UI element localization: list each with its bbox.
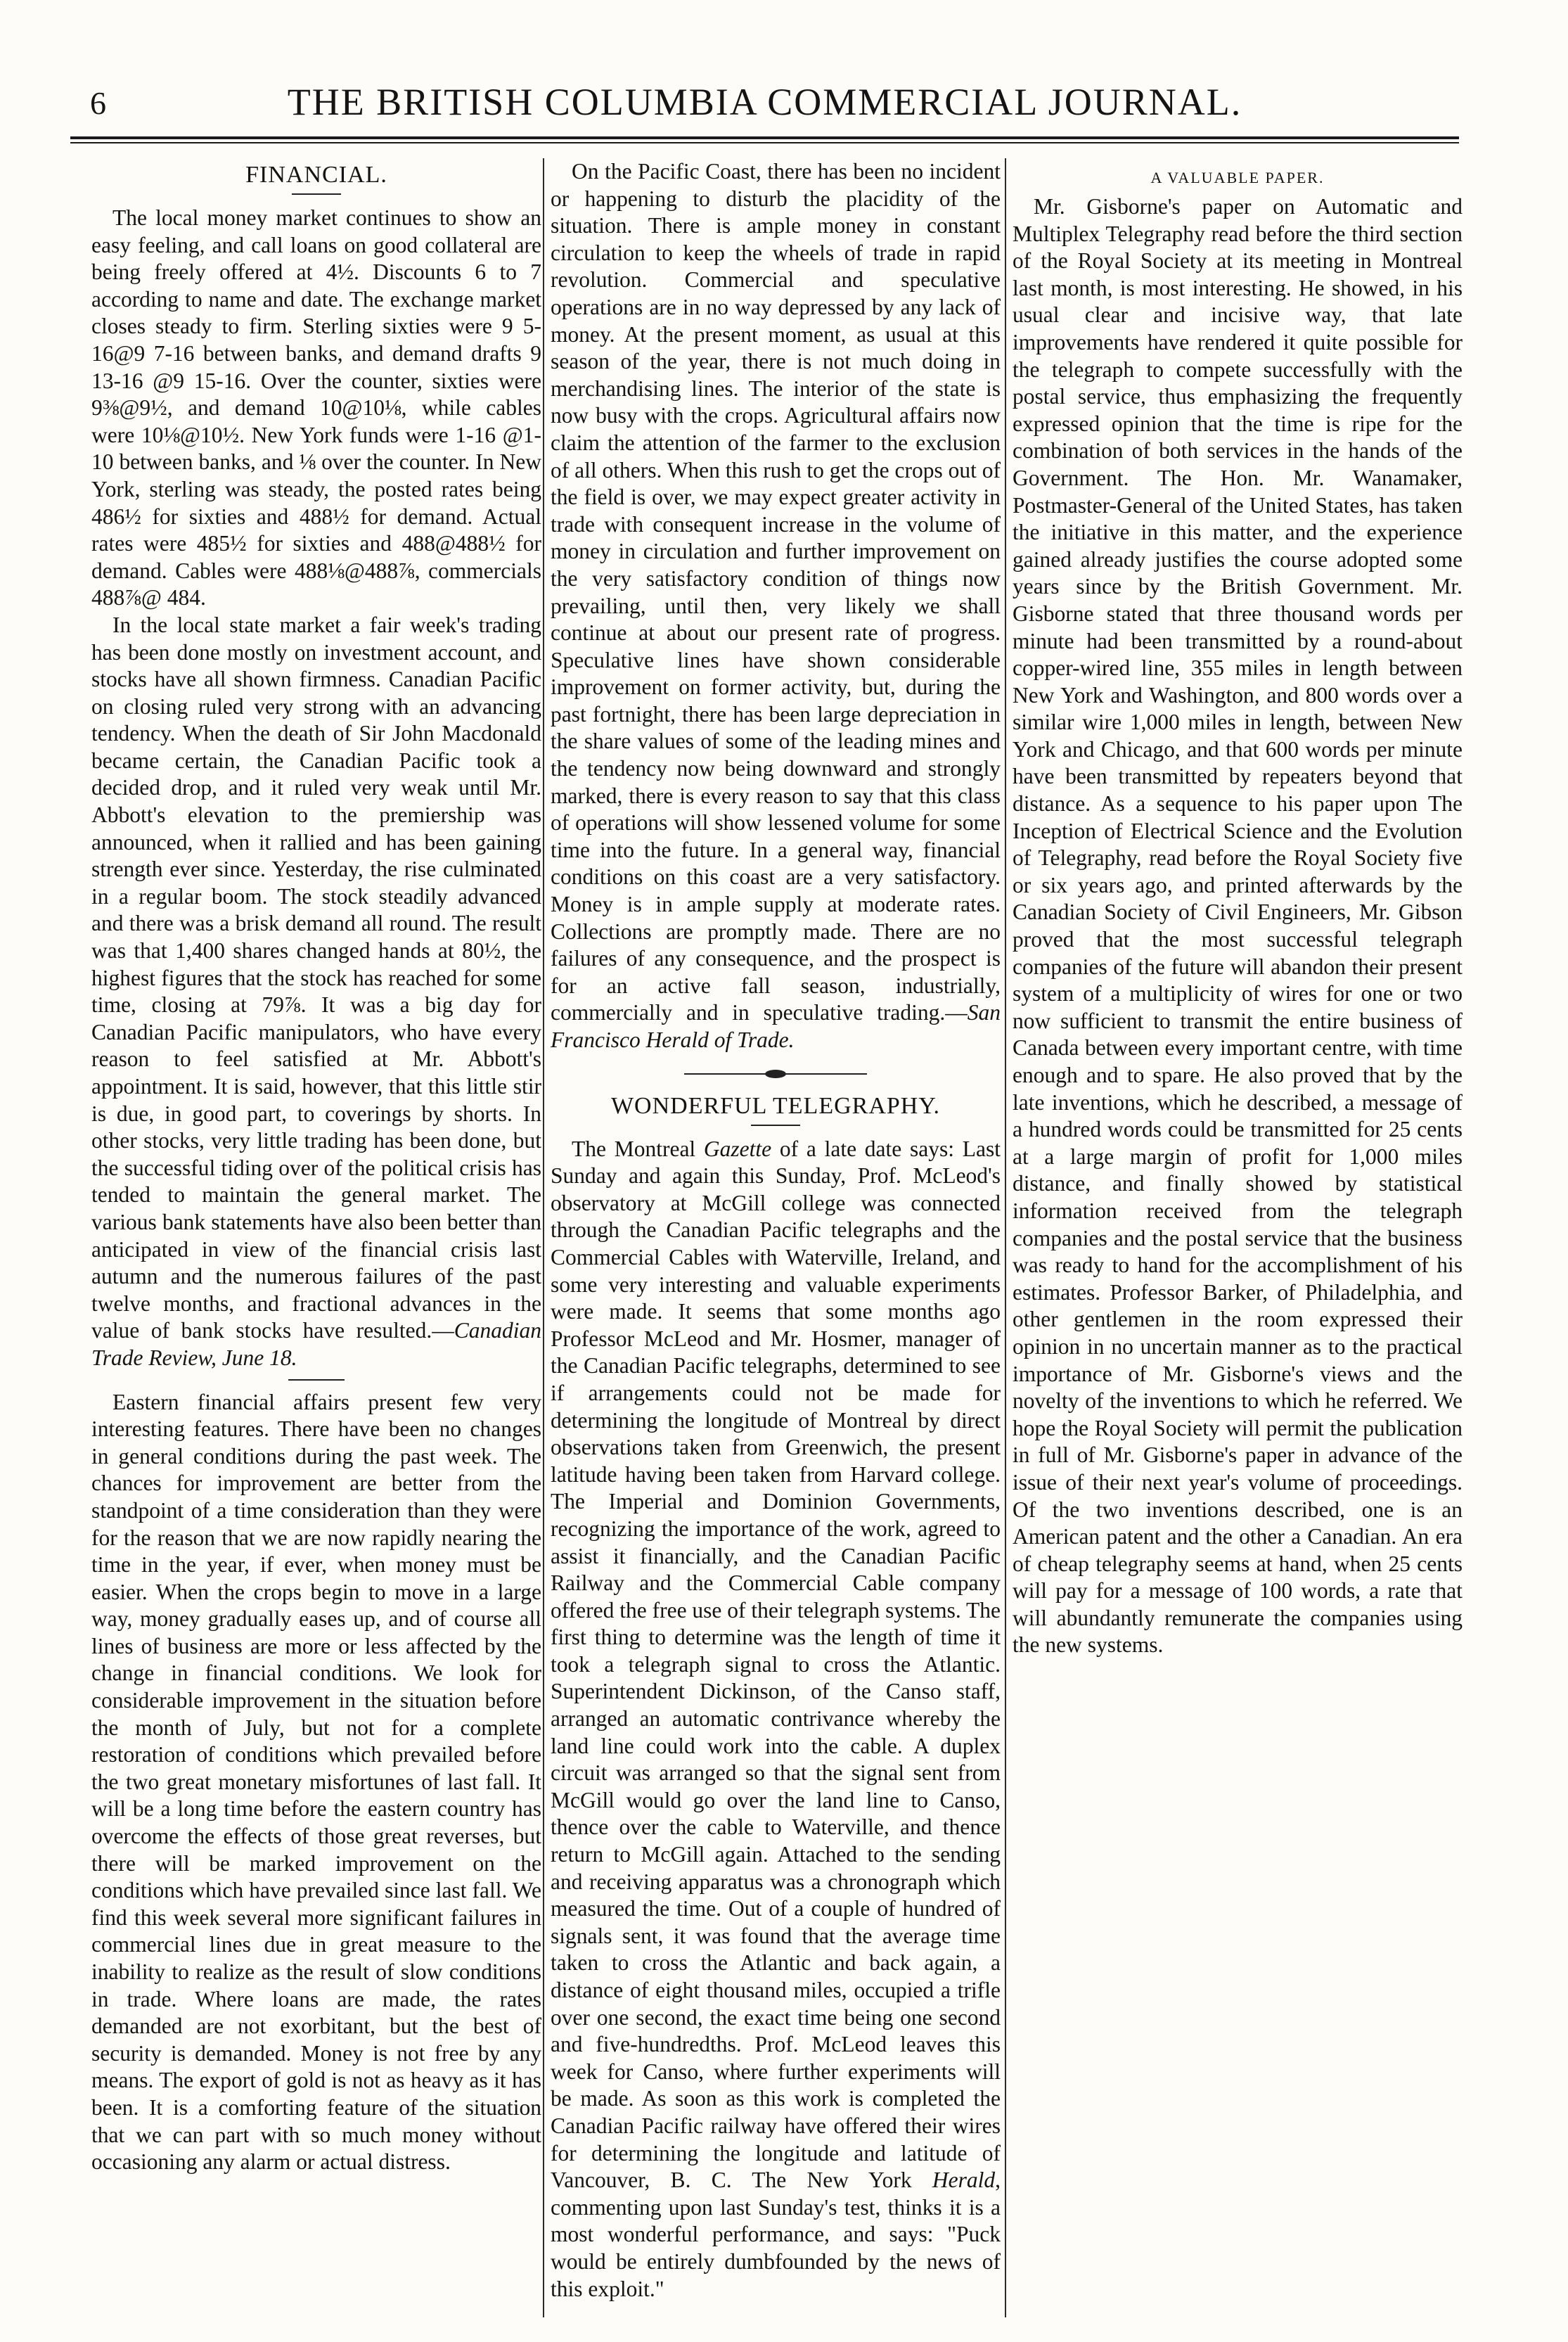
heading-rule — [292, 193, 341, 195]
page-number: 6 — [90, 85, 106, 121]
paragraph-text: In the local state market a fair week's trading has been done mostly on investment account, and stocks have all shown firmness. Canadian Pacific on closing ruled very strong with an advancing tendency. When the death of Sir John Macdonald became certain, the Canadian Pacific took a decided drop, and it ruled very weak until Mr. Abbott's elevation to the premiership was announced, when it rallied and has been gaining strength ever since. Yesterday, the rise culminated in a regular boom. The stock steadily advanced and there was a brisk demand all round. The result was that 1,400 shares changed hands at 80½, the highest figures that the stock has reached for some time, closing at 79⅞. It was a big day for Canadian Pacific manipulators, who have every reason to feel satisfied at Mr. Abbott's appointment. It is said, however, that this little stir is due, in good part, to coverings by shorts. In other stocks, very little trading has been done, but the successful tiding over of the political crisis has tended to maintain the general market. The various bank statements have also been better than anticipated in view of the financial crisis last autumn and the numerous failures of the past twelve months, and fractional advances in the value of bank stocks have resulted.— — [91, 612, 541, 1343]
column-2 — [551, 158, 1001, 2317]
publication-name: Herald — [932, 2168, 996, 2193]
telegraphy-heading: WONDERFUL TELEGRAPHY. — [610, 1092, 941, 1119]
header-rule-thin — [70, 142, 1459, 143]
paragraph-text: of a late date says: Last Sunday and again this Sunday, Prof. McLeod's observatory at McGill college was connected through the Canadian Pacific telegraphs and the Commercial Cables with Waterville, Ireland, and some very interesting and valuable experiments were made. It seems that some months ago Professor McLeod and Mr. Hosmer, manager of the Canadian Pacific telegraphs, determined to see if arrangements could not be made for determining the longitude of Montreal by direct observations taken from Greenwich, the present latitude having been taken from Harvard college. The Imperial and Dominion Governments, recognizing the importance of the work, agreed to assist it financially, and the Canadian Pacific Railway and the Commercial Cable company offered the free use of their telegraph systems. The first thing to determine was the length of time it took a telegraph signal to cross the Atlantic. Superintendent Dickinson, of the Canso staff, arranged an automatic contrivance whereby the land line could work into the cable. A duplex circuit was arranged so that the signal sent from McGill would go over the land line to Canso, thence over the cable to Waterville, and thence return to McGill again. Attached to the sending and receiving apparatus was a chronograph which measured the time. Out of a couple of hundred of signals sent, it was found that the average time taken to cross the Atlantic and back again, a distance of eight thousand miles, occupied a trifle over one second, the exact time being one second and five-hundredths. Prof. McLeod leaves this week for Canso, where further experiments will be made. As soon as this work is completed the Canadian Pacific railway have offered their wires for determining the longitude and latitude of Vancouver, B. C. The New York — [551, 1136, 1001, 2193]
column-3 — [1013, 158, 1463, 2317]
ornament-divider — [684, 1067, 867, 1081]
heading-rule — [751, 1125, 800, 1126]
source-credit: San Francisco Herald of Trade. — [551, 1000, 1001, 1052]
running-head: THE BRITISH COLUMBIA COMMERCIAL JOURNAL. — [287, 81, 1242, 123]
financial-heading: FINANCIAL. — [245, 162, 387, 188]
paragraph-text: , commenting upon last Sunday's test, thinks it is a most wonderful performance, and says: "Puck would be entirely dumbfounded by the news of this exploit." — [551, 2168, 1001, 2301]
column-1 — [91, 158, 541, 2317]
financial-paragraph-money-market: The local money market continues to show an easy feeling, and call loans on good collateral are being freely offered at 4½. Discounts 6 to 7 according to name and date. The exchange market closes steady to firm. Sterling sixties were 9 5-16@9 7-16 between banks, and demand drafts 9 13-16 @9 15-16. Over the counter, sixties were 9⅜@9½, and demand 10@10⅛, while cables were 10⅛@10½. New York funds were 1-16 @1-10 between banks, and ⅛ over the counter. In New York, sterling was steady, the posted rates being 486½ for sixties and 488½ for demand. Actual rates were 485½ for sixties and 488@488½ for demand. Cables were 488⅛@488⅞, commercials 488⅞@ 484. — [91, 205, 541, 610]
page-header — [70, 83, 1459, 132]
paragraph-text: On the Pacific Coast, there has been no incident or happening to disturb the placidity of the situation. There is ample money in constant circulation to keep the wheels of trade in rapid revolution. Commercial and speculative operations are in no way depressed by any lack of money. At the present moment, as usual at this season of the year, there is not much doing in merchandising lines. The interior of the state is now busy with the crops. Agricultural affairs now claim the attention of the farmer to the exclusion of all others. When this rush to get the crops out of the field is over, we may expect greater activity in trade with consequent increase in the volume of money in circulation and further improvement on the very satisfactory condition of things now prevailing, until then, very likely we shall continue at about our present rate of progress. Speculative lines have shown considerable improvement on former activity, but, during the past fortnight, there has been large depreciation in the share values of some of the leading mines and the tendency now being downward and strongly marked, there is every reason to say that this class of operations will show lessened volume for some time into the future. In a general way, financial conditions on this coast are a very satisfactory. Money is in ample supply at moderate rates. Collections are promptly made. There are no failures of any consequence, and the prospect is for an active fall season, industrially, commercially and in speculative trading.— — [551, 159, 1001, 1025]
source-credit: Canadian Trade Review, June 18. — [91, 1318, 541, 1370]
publication-name: Gazette — [703, 1136, 772, 1161]
column-divider — [1005, 158, 1006, 2317]
financial-paragraph-eastern: Eastern financial affairs present few very interesting features. There have been no changes in general conditions during the past week. The chances for improvement are better from the standpoint of a time consideration than they were for the reason that we are now rapidly nearing the time in the year, if ever, when money must be easier. When the crops begin to move in a large way, money gradually eases up, and of course all lines of business are more or less affected by the change in financial conditions. We look for considerable improvement in the situation before the month of July, but not for a complete restoration of conditions which prevailed before the two great monetary misfortunes of last fall. It will be a long time before the eastern country has overcome the effects of those great reverses, but there will be marked improvement on the conditions which have prevailed since last fall. We find this week several more significant failures in commercial lines due in great measure to the inability to realize as the result of slow conditions in trade. Where loans are made, the rates demanded are not exorbitant, but the best of security is demanded. Money is not free by any means. The export of gold is not as heavy as it has been. It is a comforting feature of the situation that we can part with so much money without occasioning any alarm or actual distress. — [91, 1389, 541, 2175]
financial-paragraph-state-market — [91, 612, 541, 1372]
header-rule — [70, 136, 1459, 139]
financial-paragraph-pacific-coast — [551, 158, 1001, 1054]
section-break — [288, 1379, 345, 1381]
paragraph-text: The Montreal — [572, 1136, 704, 1161]
valuable-paper-paragraph: Mr. Gisborne's paper on Automatic and Multiplex Telegraphy read before the third section of the Royal Society at its meeting in Montreal last month, is most interesting. He showed, in his usual clear and incisive way, that late improvements have rendered it quite possible for the telegraph to compete successfully with the postal service, thus emphasizing the frequently expressed opinion that the time is ripe for the combination of both services in the hands of the Government. The Hon. Mr. Wanamaker, Postmaster-General of the United States, has taken the initiative in this matter, and the experience gained already justifies the course adopted some years since by the British Government. Mr. Gisborne stated that three thousand words per minute had been transmitted by a round-about copper-wired line, 355 miles in length between New York and Washington, and 800 words over a similar wire 1,000 miles in length, between New York and Chicago, and that 600 words per minute have been transmitted by repeaters beyond that distance. As a sequence to his paper upon The Inception of Electrical Science and the Evolution of Telegraphy, read before the Royal Society five or six years ago, and printed afterwards by the Canadian Society of Civil Engineers, Mr. Gibson proved that the most successful telegraph companies of the future will abandon their present system of a multiplicity of wires for one or two now sufficient to transmit the entire business of Canada between every important centre, with time enough and to spare. He also proved that by the late inventions, which he described, a message of a hundred words could be transmitted for 25 cents at a large margin of profit for 1,000 miles distance, and finally showed by statistical information received from the telegraph companies and the postal service that the business was ready to hand for the accomplishment of his estimates. Professor Barker, of Philadelphia, and other gentlemen in the room expressed their opinion in no uncertain manner as to the practical importance of Mr. Gisborne's views and the novelty of the inventions to which he referred. We hope the Royal Society will permit the publication in full of Mr. Gisborne's paper in advance of the issue of their next year's volume of proceedings. Of the two inventions described, one is an American patent and the other a Canadian. An era of cheap telegraphy seems at hand, when 25 cents will pay for a message of 100 words, a rate that will abundantly remunerate the companies using the new systems. — [1013, 194, 1463, 1658]
column-divider — [543, 158, 544, 2317]
telegraphy-paragraph-montreal — [551, 1136, 1001, 2303]
valuable-paper-heading: A VALUABLE PAPER. — [1150, 169, 1325, 186]
